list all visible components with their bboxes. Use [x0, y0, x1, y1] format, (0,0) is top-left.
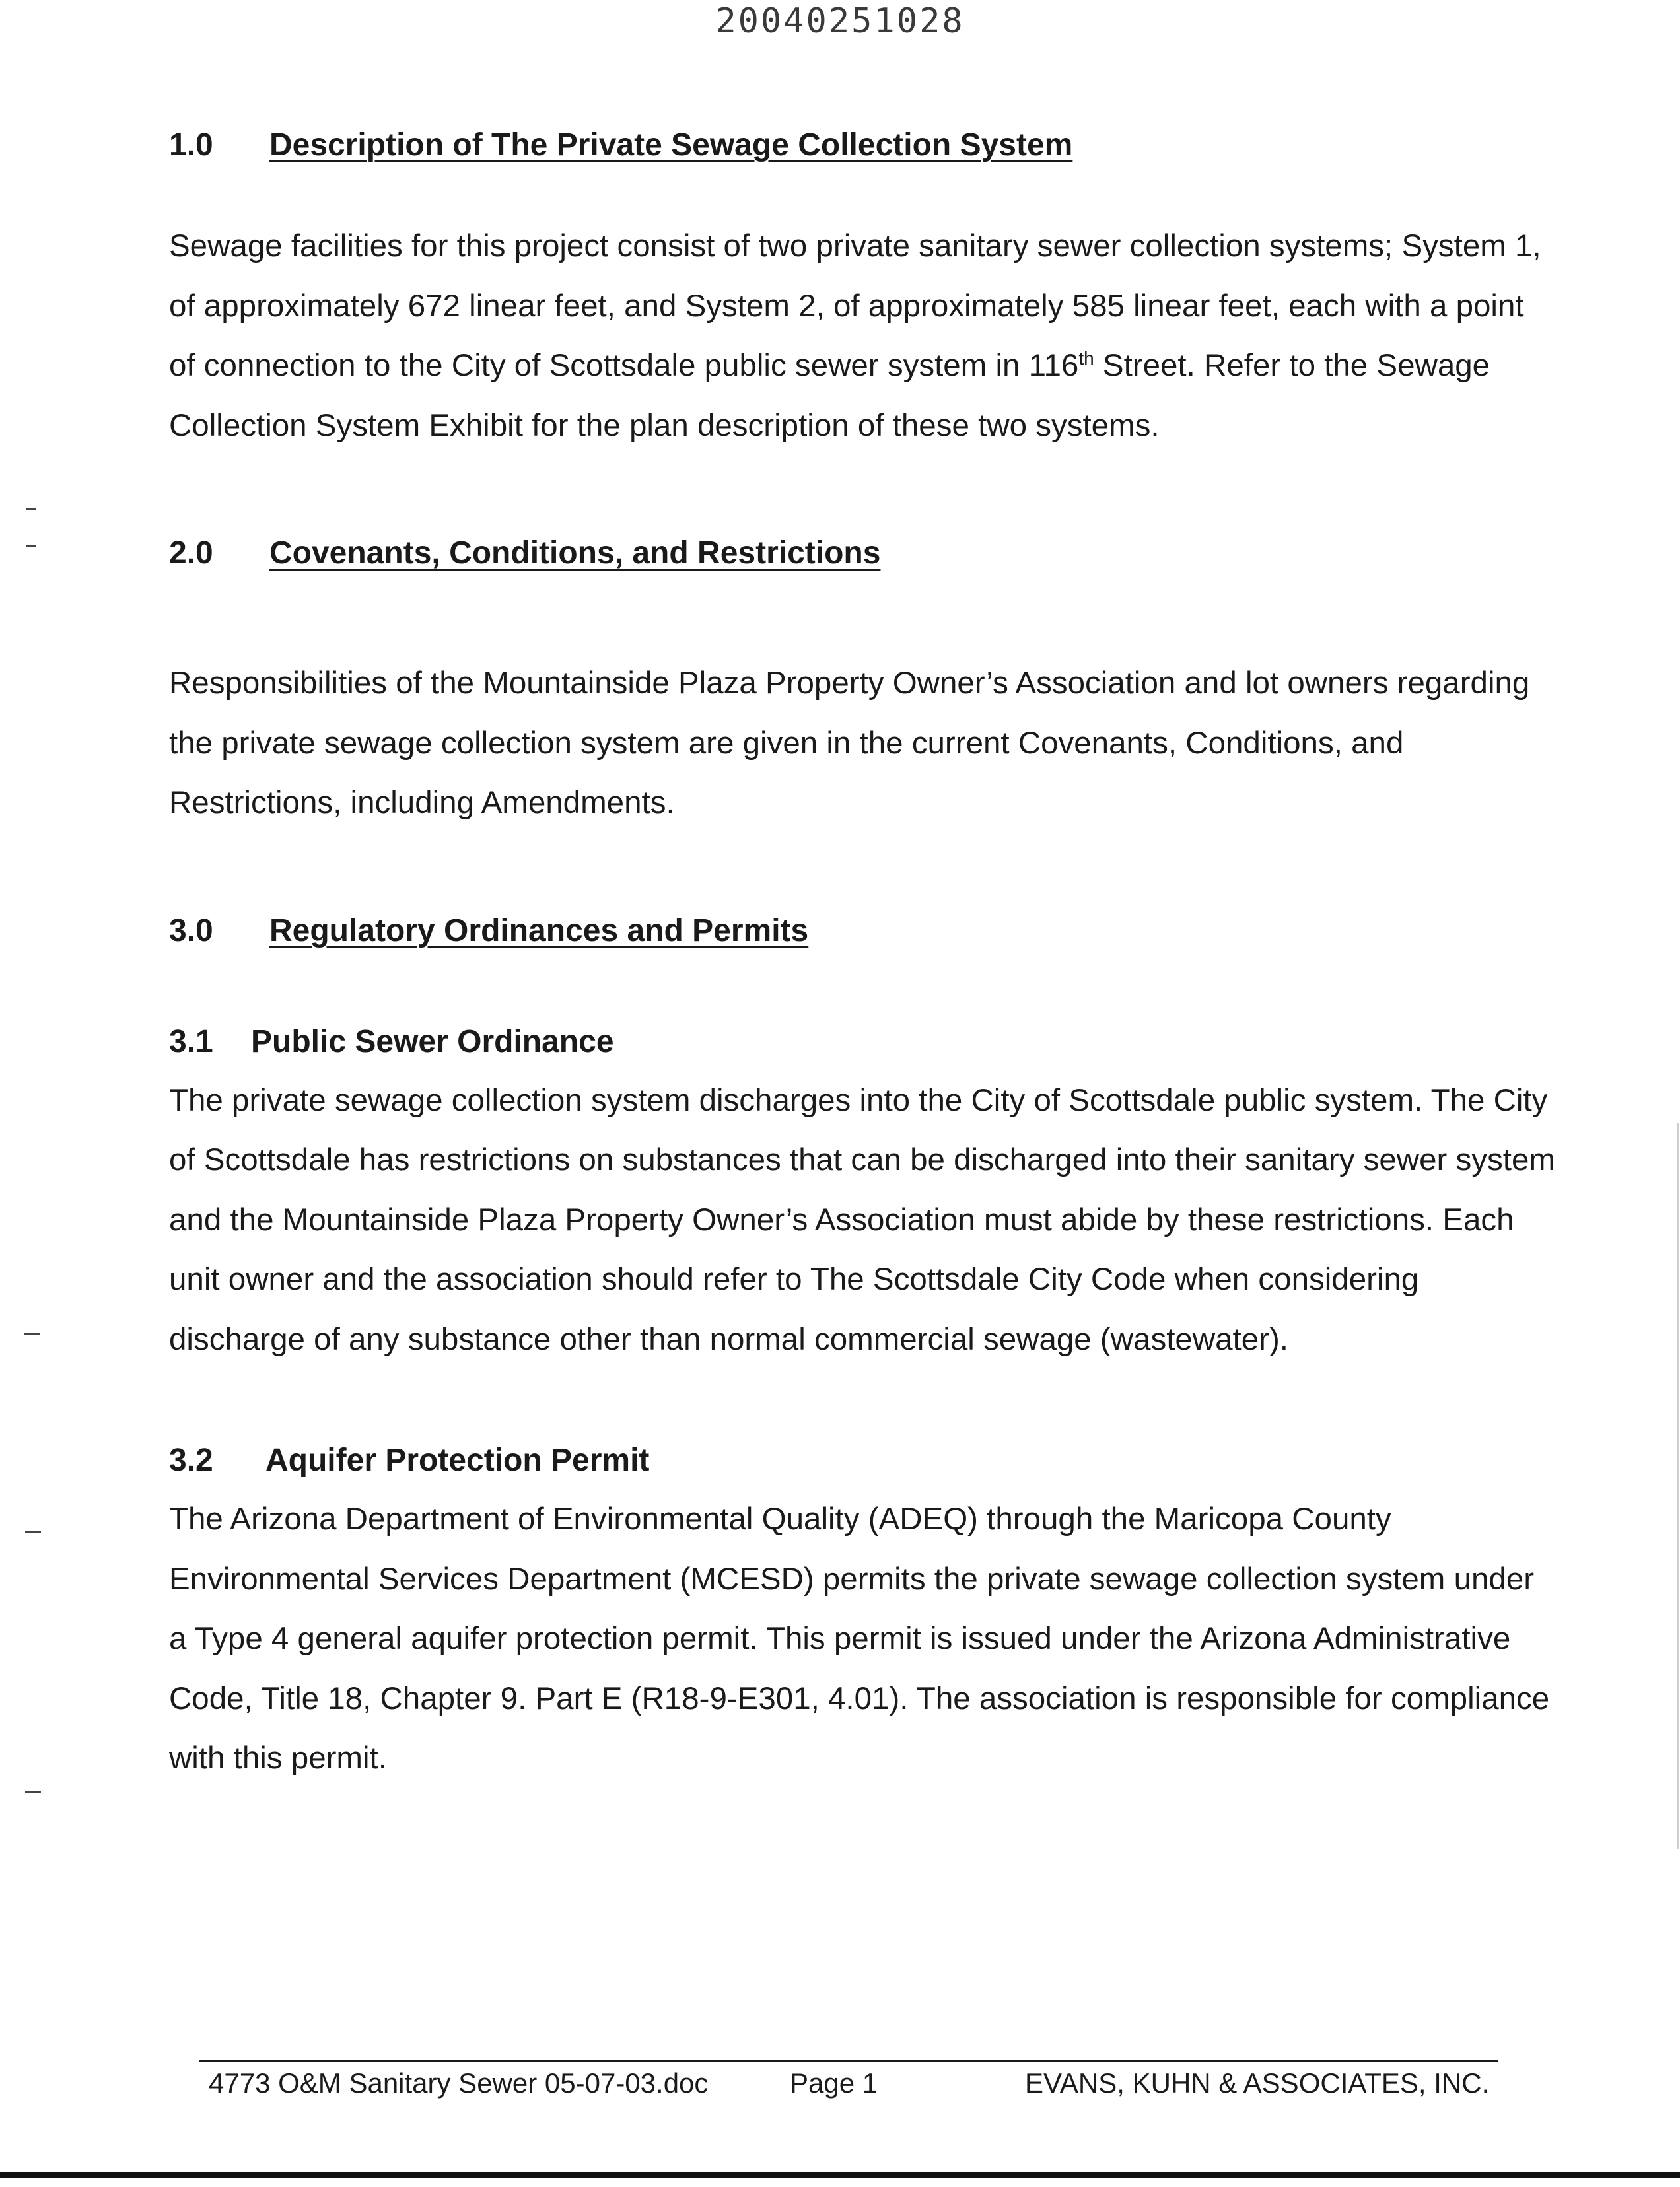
section-3-1-heading — [169, 1013, 1556, 1071]
footer-filename: 4773 O&M Sanitary Sewer 05-07-03.doc — [209, 2067, 709, 2099]
section-3-title: Regulatory Ordinances and Permits — [269, 913, 809, 948]
section-1-number: 1.0 — [169, 127, 213, 162]
scan-edge-shadow — [1677, 1123, 1679, 1849]
section-1-paragraph — [169, 217, 1556, 456]
section-1-text-part1: Sewage facilities for this project consist of two private sanitary sewer collection systems; System 1, of approximately 672 linear feet, and System 2, of approximately 585 linear feet, each with a point of connection to the City of Scottsdale public sewer system in 116 — [169, 228, 1541, 383]
section-3-2-heading — [169, 1432, 1556, 1490]
section-1-text-part2: Street. Refer to the Sewage Collection System Exhibit for the plan description of these two systems. — [169, 348, 1490, 443]
footer-divider — [199, 2060, 1498, 2062]
footer-page-number: Page 1 — [790, 2067, 878, 2099]
scan-mark — [26, 508, 36, 510]
scan-bottom-border — [0, 2172, 1680, 2178]
section-2-paragraph: Responsibilities of the Mountainside Plaza Property Owner’s Association and lot owners regarding the private sewage collection system are given in the current Covenants, Conditions, and Restrictions, including Amendments. — [169, 666, 1530, 820]
section-3-2-title: Aquifer Protection Permit — [265, 1443, 650, 1478]
section-1-heading — [169, 119, 1556, 172]
scan-mark — [24, 1333, 40, 1335]
section-3-1-paragraph: The private sewage collection system discharges into the City of Scottsdale public system. The City of Scottsdale has restrictions on substances that can be discharged into their sanitary sewer system and the Mountainside Plaza Property Owner’s Association must abide by these restrictions. Each unit owner and the association should refer to The Scottsdale City Code when considering discharge of any substance other than normal commercial sewage (wastewater). — [169, 1082, 1555, 1357]
scan-mark — [26, 545, 36, 547]
section-3-2-paragraph: The Arizona Department of Environmental Quality (ADEQ) through the Maricopa County Environmental Services Department (MCESD) permits the private sewage collection system under a Type 4 general aquifer protection permit. This permit is issued under the Arizona Administrative Code, Title 18, Chapter 9. Part E (R18-9-E301, 4.01). The association is responsible for compliance with this permit. — [169, 1502, 1550, 1776]
section-3-number: 3.0 — [169, 913, 213, 948]
section-3-1-title: Public Sewer Ordinance — [251, 1024, 614, 1059]
section-2-title: Covenants, Conditions, and Restrictions — [269, 536, 881, 571]
footer-company: EVANS, KUHN & ASSOCIATES, INC. — [1025, 2067, 1490, 2099]
section-1-title: Description of The Private Sewage Collection System — [269, 127, 1073, 162]
ordinal-suffix: th — [1078, 348, 1094, 369]
scan-mark — [25, 1791, 41, 1793]
document-body — [169, 119, 1556, 1789]
document-number: 20040251028 — [715, 1, 965, 41]
section-2-heading — [169, 527, 1556, 580]
section-3-heading — [169, 905, 1556, 957]
section-3-2-number: 3.2 — [169, 1443, 213, 1478]
section-2-number: 2.0 — [169, 536, 213, 571]
section-3-1-number: 3.1 — [169, 1024, 213, 1059]
scan-mark — [25, 1531, 41, 1533]
